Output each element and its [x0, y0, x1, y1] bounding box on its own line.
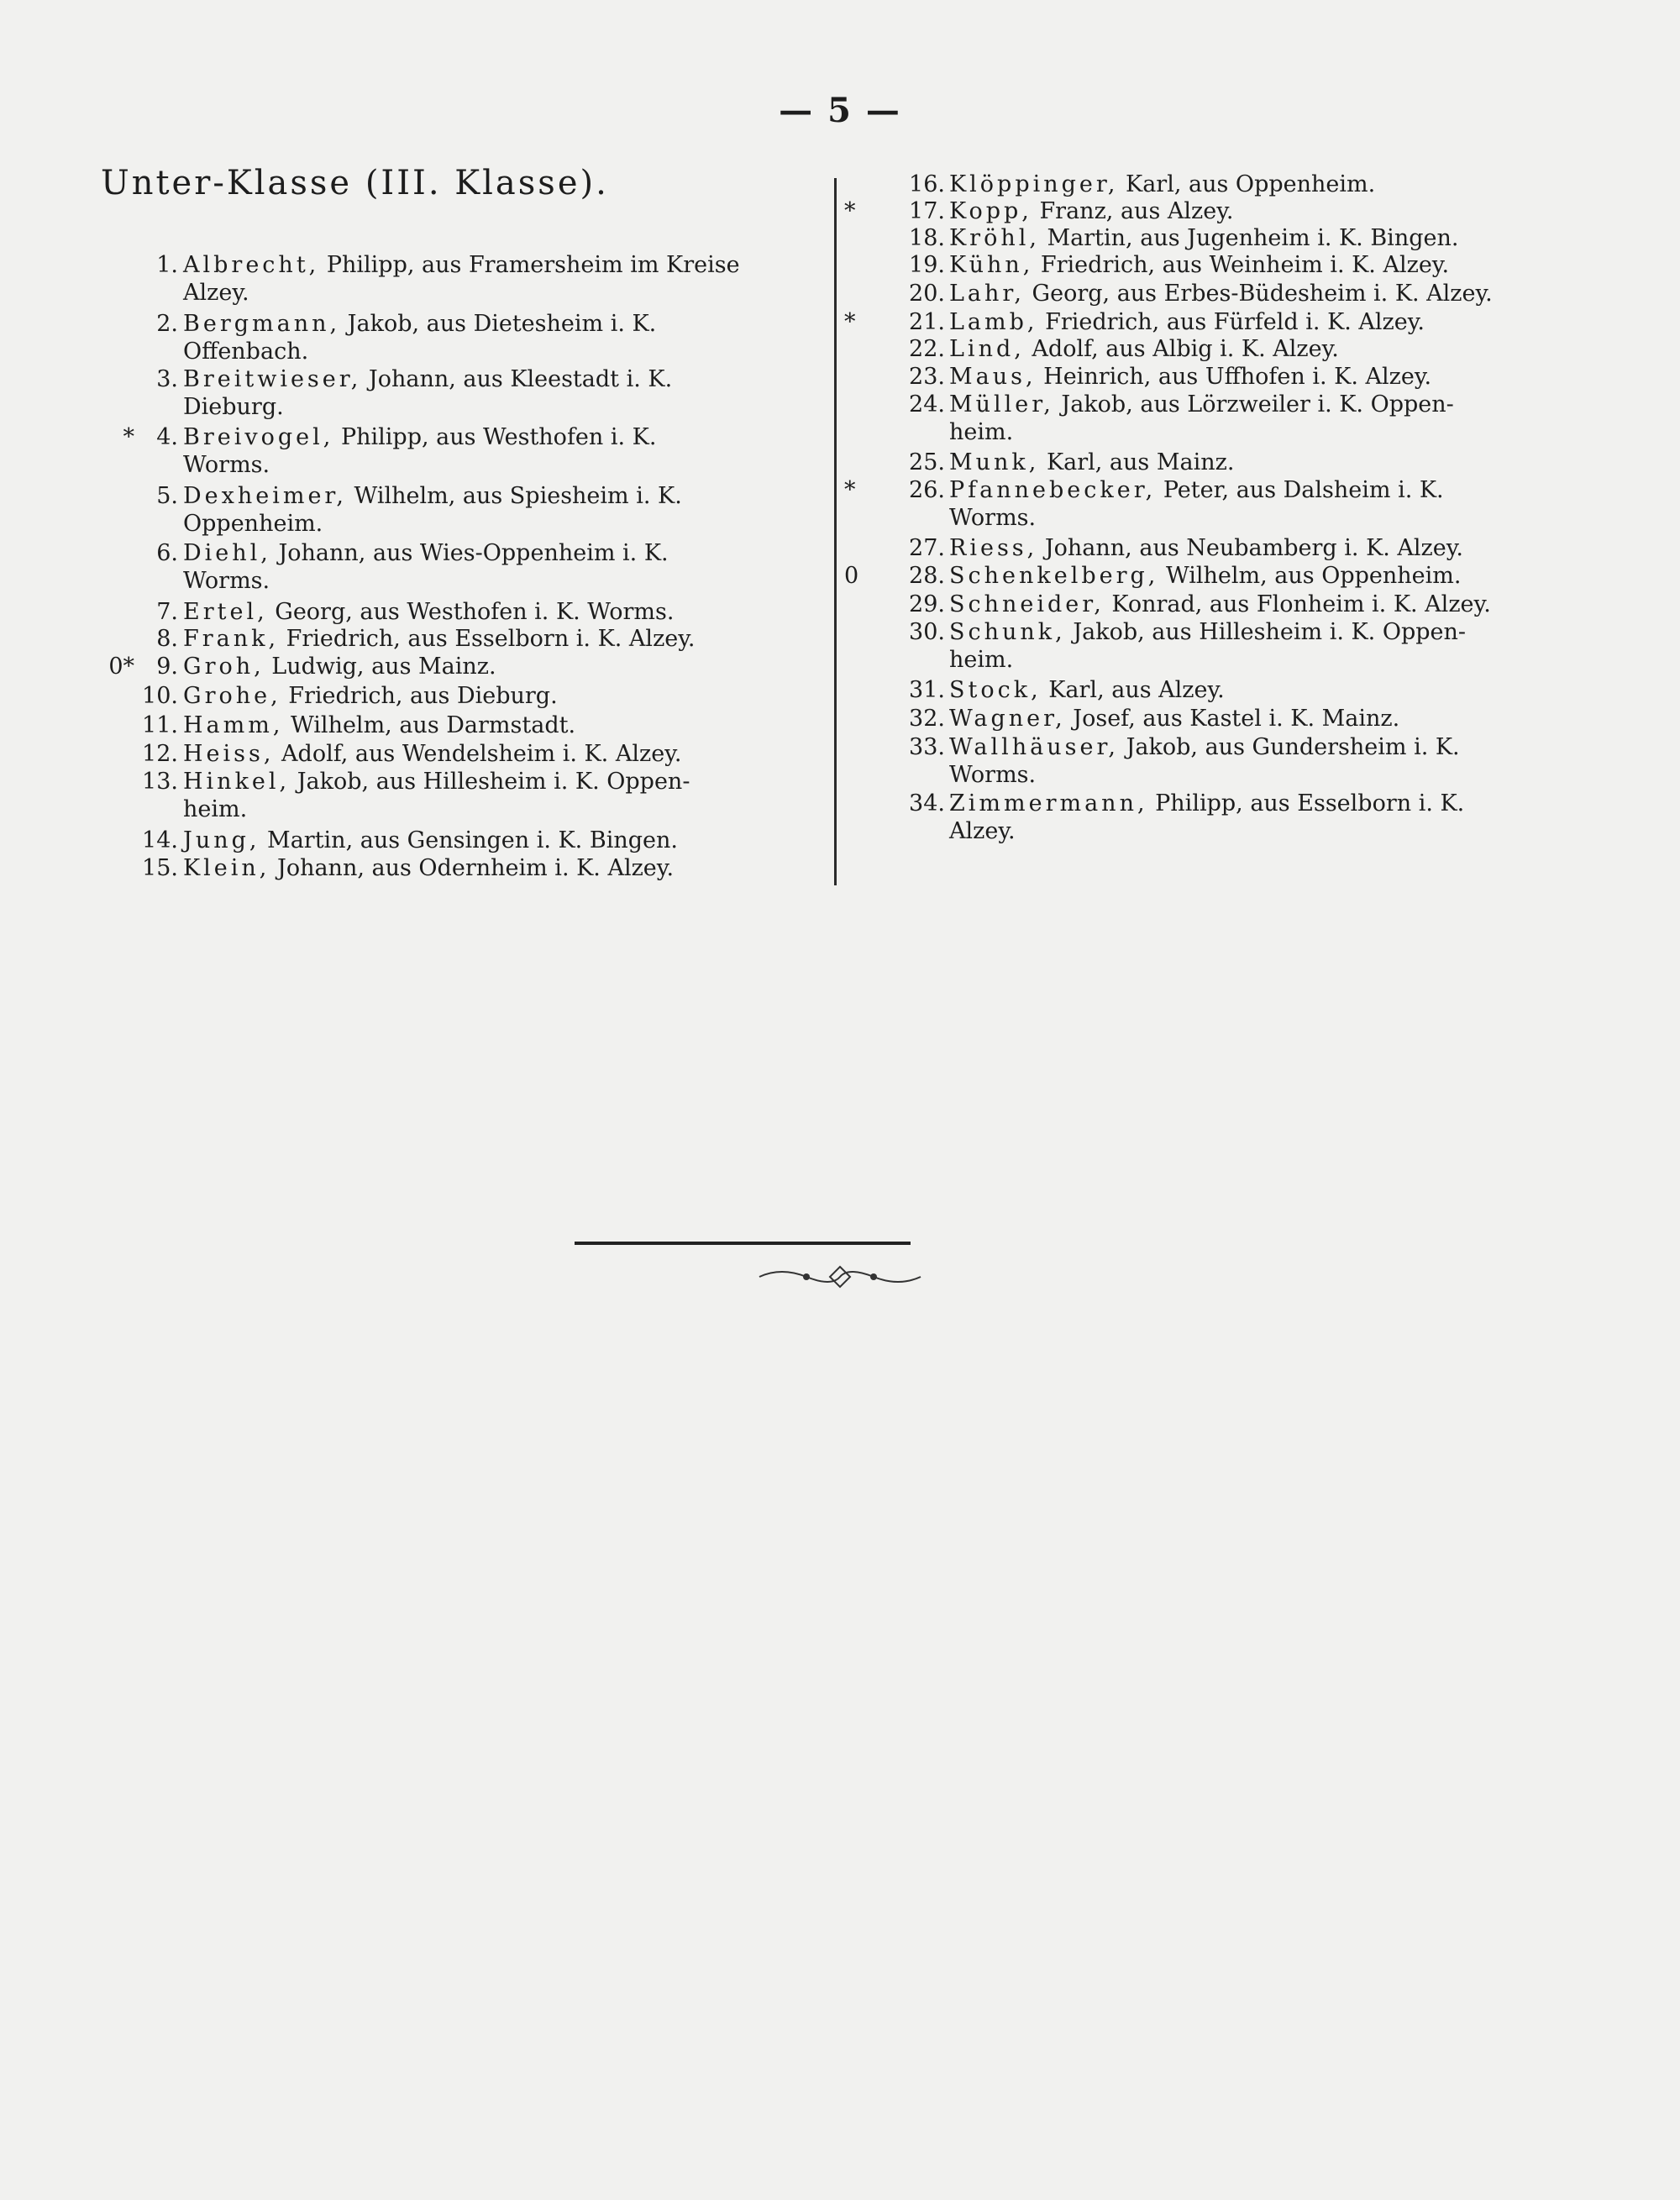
entry-details: Jakob, aus Hillesheim i. K. Oppen-	[1065, 619, 1467, 645]
entry-surname: Zimmermann,	[949, 790, 1148, 816]
page-number: — 5 —	[779, 91, 901, 130]
entry-details: Georg, aus Westhofen i. K. Worms.	[267, 599, 675, 625]
list-item	[848, 591, 1588, 618]
entry-details: Johann, aus Wies-Oppenheim i. K.	[270, 540, 669, 566]
entry-details: Wilhelm, aus Darmstadt.	[283, 712, 576, 738]
entry-text	[949, 225, 1588, 251]
entry-details: Karl, aus Oppenheim.	[1118, 171, 1376, 197]
entry-number: 31.	[909, 677, 945, 703]
entry-text	[183, 683, 872, 709]
list-item	[848, 336, 1588, 363]
entry-continuation: Oppenheim.	[183, 511, 323, 537]
list-item	[84, 311, 815, 365]
entry-marker: *	[844, 309, 856, 335]
list-item	[84, 626, 815, 653]
entry-number: 24.	[909, 391, 945, 417]
entry-marker: *	[844, 198, 856, 224]
entry-text	[183, 252, 872, 278]
entry-surname: Heiss,	[183, 741, 275, 767]
entry-number: 23.	[909, 364, 945, 390]
entry-details: Friedrich, aus Esselborn i. K. Alzey.	[279, 626, 696, 652]
entry-number: 32.	[909, 706, 945, 732]
entry-number: 4.	[156, 424, 178, 450]
entry-details: Jakob, aus Hillesheim i. K. Oppen-	[290, 769, 690, 795]
entry-surname: Kröhl,	[949, 225, 1040, 251]
entry-text	[949, 591, 1588, 617]
entry-surname: Munk,	[949, 449, 1040, 475]
entry-number: 13.	[142, 769, 178, 795]
list-item	[84, 540, 815, 594]
entry-number: 16.	[909, 171, 945, 197]
entry-number: 21.	[909, 309, 945, 335]
entry-number: 18.	[909, 225, 945, 251]
entry-details: Friedrich, aus Fürfeld i. K. Alzey.	[1037, 309, 1425, 335]
entry-number: 20.	[909, 281, 945, 307]
list-item	[84, 599, 815, 626]
entry-surname: Bergmann,	[183, 311, 341, 337]
entry-surname: Albrecht,	[183, 252, 320, 278]
entry-surname: Hamm,	[183, 712, 284, 738]
list-item	[84, 712, 815, 739]
entry-number: 15.	[142, 855, 178, 881]
entry-text	[949, 281, 1588, 307]
list-item	[848, 706, 1588, 732]
entry-number: 27.	[909, 535, 945, 561]
entry-marker: *	[844, 477, 856, 503]
entry-continuation: Worms.	[183, 568, 270, 594]
entry-details: Franz, aus Alzey.	[1032, 198, 1234, 224]
entry-details: Wilhelm, aus Spiesheim i. K.	[346, 483, 682, 509]
list-item	[84, 654, 815, 680]
entry-details: Martin, aus Gensingen i. K. Bingen.	[260, 827, 678, 853]
list-item	[848, 364, 1588, 391]
entry-continuation: Worms.	[183, 452, 270, 478]
list-item	[844, 477, 1588, 531]
entry-number: 34.	[909, 790, 945, 816]
entry-marker: 0*	[108, 654, 134, 680]
entry-surname: Klein,	[183, 855, 270, 881]
list-item	[84, 827, 815, 854]
entry-text	[183, 626, 872, 652]
entry-text	[949, 198, 1588, 224]
entry-marker: 0	[844, 563, 859, 589]
entry-details: Josef, aus Kastel i. K. Mainz.	[1065, 706, 1400, 732]
entry-details: Jakob, aus Lörzweiler i. K. Oppen-	[1053, 391, 1454, 417]
entry-number: 33.	[909, 734, 945, 760]
entry-number: 2.	[156, 311, 178, 337]
entry-number: 19.	[909, 252, 945, 278]
entry-surname: Kühn,	[949, 252, 1034, 278]
entry-continuation: Worms.	[949, 762, 1037, 788]
entry-surname: Maus,	[949, 364, 1037, 390]
list-item	[848, 619, 1588, 673]
entry-surname: Hinkel,	[183, 769, 291, 795]
entry-surname: Groh,	[183, 654, 265, 680]
entry-text	[949, 706, 1588, 732]
list-item	[84, 483, 815, 537]
list-item	[84, 683, 815, 710]
entry-number: 11.	[142, 712, 178, 738]
entry-text	[949, 619, 1588, 645]
entry-text	[183, 741, 872, 767]
entry-details: Philipp, aus Esselborn i. K.	[1147, 790, 1465, 816]
list-item	[848, 171, 1588, 198]
entry-number: 5.	[156, 483, 178, 509]
entry-continuation: Offenbach.	[183, 339, 309, 365]
entry-text	[183, 540, 872, 566]
entry-text	[183, 712, 872, 738]
entry-number: 25.	[909, 449, 945, 475]
entry-details: Adolf, aus Wendelsheim i. K. Alzey.	[274, 741, 682, 767]
entry-surname: Frank,	[183, 626, 280, 652]
ornament-icon	[756, 1263, 924, 1290]
list-item	[848, 535, 1588, 562]
entry-details: Heinrich, aus Uffhofen i. K. Alzey.	[1036, 364, 1432, 390]
list-item	[848, 225, 1588, 252]
entry-continuation: Alzey.	[949, 818, 1016, 844]
entry-details: Johann, aus Odernheim i. K. Alzey.	[270, 855, 675, 881]
entry-continuation: heim.	[949, 419, 1014, 445]
list-item	[848, 252, 1588, 279]
list-item	[84, 252, 815, 306]
entry-details: Wilhelm, aus Oppenheim.	[1158, 563, 1462, 589]
list-item	[84, 855, 815, 882]
list-item	[848, 391, 1588, 445]
entry-surname: Stock,	[949, 677, 1042, 703]
entry-text	[183, 769, 872, 795]
entry-details: Friedrich, aus Weinheim i. K. Alzey.	[1033, 252, 1450, 278]
entry-number: 14.	[142, 827, 178, 853]
entry-text	[183, 483, 872, 509]
list-item	[844, 563, 1588, 590]
entry-number: 17.	[909, 198, 945, 224]
entry-text	[183, 366, 872, 392]
list-item	[84, 769, 815, 822]
entry-details: Peter, aus Dalsheim i. K.	[1156, 477, 1444, 503]
entry-surname: Schneider,	[949, 591, 1105, 617]
entry-text	[183, 424, 872, 450]
entry-surname: Pfannebecker,	[949, 477, 1157, 503]
entry-text	[949, 171, 1588, 197]
entry-surname: Diehl,	[183, 540, 271, 566]
entry-details: Karl, aus Alzey.	[1041, 677, 1225, 703]
entry-text	[949, 790, 1588, 816]
entry-details: Jakob, aus Gundersheim i. K.	[1119, 734, 1460, 760]
entry-text	[183, 855, 872, 881]
entry-text	[183, 599, 872, 625]
entry-number: 26.	[909, 477, 945, 503]
entry-details: Friedrich, aus Dieburg.	[281, 683, 558, 709]
entry-surname: Wallhäuser,	[949, 734, 1120, 760]
entry-surname: Jung,	[183, 827, 260, 853]
entry-details: Martin, aus Jugenheim i. K. Bingen.	[1039, 225, 1459, 251]
section-heading: Unter-Klasse (III. Klasse).	[101, 164, 609, 202]
entry-marker: *	[123, 424, 134, 450]
entry-number: 7.	[156, 599, 178, 625]
entry-surname: Riess,	[949, 535, 1038, 561]
entry-continuation: heim.	[949, 647, 1014, 673]
entry-details: Georg, aus Erbes-Büdesheim i. K. Alzey.	[1024, 281, 1493, 307]
entry-details: Karl, aus Mainz.	[1039, 449, 1235, 475]
entry-details: Jakob, aus Dietesheim i. K.	[340, 311, 657, 337]
entry-continuation: Worms.	[949, 505, 1037, 531]
list-item	[848, 281, 1588, 307]
entry-surname: Lind,	[949, 336, 1025, 362]
entry-surname: Klöppinger,	[949, 171, 1119, 197]
entry-surname: Kopp,	[949, 198, 1032, 224]
entry-surname: Lamb,	[949, 309, 1038, 335]
entry-surname: Dexheimer,	[183, 483, 347, 509]
entry-text	[949, 535, 1588, 561]
entry-details: Konrad, aus Flonheim i. K. Alzey.	[1104, 591, 1491, 617]
horizontal-rule	[575, 1242, 911, 1245]
entry-details: Philipp, aus Framersheim im Kreise	[319, 252, 740, 278]
entry-number: 3.	[156, 366, 178, 392]
entry-text	[949, 336, 1588, 362]
entry-number: 28.	[909, 563, 945, 589]
entry-surname: Müller,	[949, 391, 1054, 417]
list-item	[84, 366, 815, 420]
list-item	[848, 734, 1588, 788]
entry-text	[949, 449, 1588, 475]
entry-number: 10.	[142, 683, 178, 709]
entry-text	[949, 252, 1588, 278]
entry-surname: Breivogel,	[183, 424, 334, 450]
entry-surname: Lahr,	[949, 281, 1025, 307]
entry-number: 9.	[156, 654, 178, 680]
entry-text	[183, 827, 872, 853]
list-item	[848, 449, 1588, 476]
entry-text	[949, 391, 1588, 417]
entry-details: Philipp, aus Westhofen i. K.	[333, 424, 657, 450]
entry-number: 8.	[156, 626, 178, 652]
list-item	[84, 741, 815, 768]
entry-number: 1.	[156, 252, 178, 278]
list-item	[844, 309, 1588, 336]
entry-number: 22.	[909, 336, 945, 362]
entry-surname: Ertel,	[183, 599, 268, 625]
entry-number: 6.	[156, 540, 178, 566]
list-item	[84, 424, 815, 478]
entry-surname: Schenkelberg,	[949, 563, 1159, 589]
entry-text	[949, 477, 1588, 503]
entry-details: Ludwig, aus Mainz.	[264, 654, 496, 680]
entry-text	[949, 364, 1588, 390]
entry-number: 12.	[142, 741, 178, 767]
entry-surname: Wagner,	[949, 706, 1066, 732]
entry-continuation: Dieburg.	[183, 394, 284, 420]
entry-continuation: Alzey.	[183, 280, 249, 306]
entry-details: Johann, aus Neubamberg i. K. Alzey.	[1037, 535, 1464, 561]
entry-text	[183, 311, 872, 337]
entry-text	[949, 309, 1588, 335]
list-item	[844, 198, 1588, 225]
list-item	[848, 677, 1588, 704]
list-item	[848, 790, 1588, 844]
entry-text	[949, 563, 1588, 589]
entry-text	[183, 654, 872, 680]
entry-text	[949, 734, 1588, 760]
entry-number: 29.	[909, 591, 945, 617]
entry-number: 30.	[909, 619, 945, 645]
entry-details: Adolf, aus Albig i. K. Alzey.	[1024, 336, 1339, 362]
entry-surname: Grohe,	[183, 683, 281, 709]
entry-continuation: heim.	[183, 796, 248, 822]
entry-details: Johann, aus Kleestadt i. K.	[361, 366, 673, 392]
entry-surname: Breitwieser,	[183, 366, 362, 392]
entry-surname: Schunk,	[949, 619, 1066, 645]
entry-text	[949, 677, 1588, 703]
